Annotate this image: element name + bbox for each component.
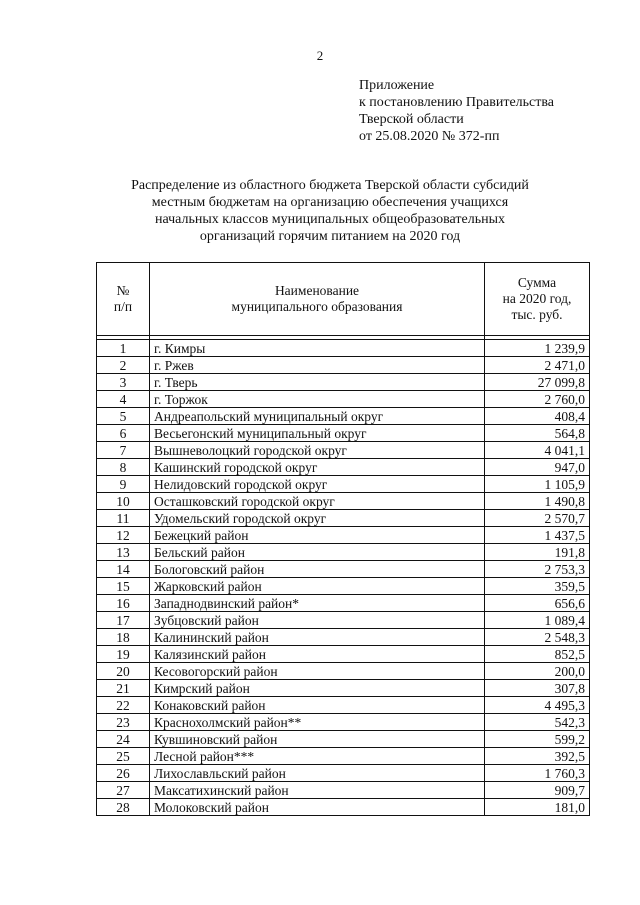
row-amount: 1 105,9 (485, 476, 590, 493)
row-number: 25 (97, 748, 150, 765)
table-row (97, 408, 590, 425)
table-row (97, 442, 590, 459)
row-number: 13 (97, 544, 150, 561)
row-amount: 1 490,8 (485, 493, 590, 510)
header-name-line: муниципального образования (231, 299, 403, 314)
row-amount: 564,8 (485, 425, 590, 442)
row-number: 5 (97, 408, 150, 425)
row-name: Бологовский район (150, 561, 485, 578)
table-row (97, 663, 590, 680)
row-amount: 4 041,1 (485, 442, 590, 459)
table-row (97, 765, 590, 782)
row-amount: 4 495,3 (485, 697, 590, 714)
table-row (97, 391, 590, 408)
row-name: Андреапольский муниципальный округ (150, 408, 485, 425)
header-row (97, 263, 590, 336)
row-amount: 2 471,0 (485, 357, 590, 374)
table-row (97, 527, 590, 544)
row-amount: 542,3 (485, 714, 590, 731)
row-number: 12 (97, 527, 150, 544)
appendix-line: Приложение (359, 78, 435, 93)
row-amount: 2 570,7 (485, 510, 590, 527)
page-number: 2 (316, 48, 324, 63)
row-name: Лихославльский район (150, 765, 485, 782)
row-name: Западнодвинский район* (150, 595, 485, 612)
table-row (97, 714, 590, 731)
table-row (97, 544, 590, 561)
row-number: 16 (97, 595, 150, 612)
row-number: 4 (97, 391, 150, 408)
row-amount: 359,5 (485, 578, 590, 595)
row-number: 8 (97, 459, 150, 476)
row-name: Зубцовский район (150, 612, 485, 629)
header-number-line: п/п (113, 299, 133, 314)
row-number: 28 (97, 799, 150, 816)
row-name: Лесной район*** (150, 748, 485, 765)
row-number: 2 (97, 357, 150, 374)
row-number: 24 (97, 731, 150, 748)
row-number: 9 (97, 476, 150, 493)
row-amount: 408,4 (485, 408, 590, 425)
table-row (97, 425, 590, 442)
header-amount-line: тыс. руб. (511, 307, 563, 322)
row-name: Удомельский городской округ (150, 510, 485, 527)
title-line: начальных классов муниципальных общеобразовательных (154, 212, 506, 227)
row-name: Кимрский район (150, 680, 485, 697)
row-name: Максатихинский район (150, 782, 485, 799)
row-name: Весьегонский муниципальный округ (150, 425, 485, 442)
row-number: 19 (97, 646, 150, 663)
appendix-block (359, 77, 554, 145)
row-amount: 191,8 (485, 544, 590, 561)
row-name: г. Ржев (150, 357, 485, 374)
table-row (97, 493, 590, 510)
header-number-line: № (116, 283, 130, 298)
table-header (97, 263, 590, 340)
row-name: Бежецкий район (150, 527, 485, 544)
row-number: 1 (97, 340, 150, 357)
row-name: г. Тверь (150, 374, 485, 391)
row-number: 7 (97, 442, 150, 459)
header-amount (485, 263, 590, 336)
row-number: 3 (97, 374, 150, 391)
row-amount: 909,7 (485, 782, 590, 799)
table-row (97, 629, 590, 646)
row-name: Кашинский городской округ (150, 459, 485, 476)
row-number: 10 (97, 493, 150, 510)
table-row (97, 510, 590, 527)
row-name: Молоковский район (150, 799, 485, 816)
table-row (97, 782, 590, 799)
table-row (97, 646, 590, 663)
header-name-line: Наименование (274, 283, 360, 298)
row-name: Вышневолоцкий городской округ (150, 442, 485, 459)
row-amount: 2 548,3 (485, 629, 590, 646)
row-number: 23 (97, 714, 150, 731)
title-line: Распределение из областного бюджета Тверской области субсидий (131, 178, 529, 193)
row-name: Кесовогорский район (150, 663, 485, 680)
row-amount: 1 089,4 (485, 612, 590, 629)
row-name: Калязинский район (150, 646, 485, 663)
row-amount: 392,5 (485, 748, 590, 765)
row-number: 18 (97, 629, 150, 646)
header-amount-line: Сумма (517, 275, 557, 290)
title-line: местным бюджетам на организацию обеспечения учащихся (151, 195, 509, 210)
row-name: Нелидовский городской округ (150, 476, 485, 493)
table-row (97, 374, 590, 391)
document-title (110, 177, 550, 245)
row-name: Конаковский район (150, 697, 485, 714)
table-row (97, 697, 590, 714)
row-number: 15 (97, 578, 150, 595)
header-name (150, 263, 485, 336)
row-amount: 1 760,3 (485, 765, 590, 782)
row-name: Осташковский городской округ (150, 493, 485, 510)
table-row (97, 680, 590, 697)
row-number: 20 (97, 663, 150, 680)
row-number: 27 (97, 782, 150, 799)
row-amount: 2 760,0 (485, 391, 590, 408)
row-amount: 181,0 (485, 799, 590, 816)
appendix-line: от 25.08.2020 № 372-пп (359, 129, 500, 144)
row-amount: 307,8 (485, 680, 590, 697)
row-name: Бельский район (150, 544, 485, 561)
table-row (97, 357, 590, 374)
row-amount: 852,5 (485, 646, 590, 663)
row-name: Краснохолмский район** (150, 714, 485, 731)
row-name: Жарковский район (150, 578, 485, 595)
row-number: 22 (97, 697, 150, 714)
row-amount: 1 437,5 (485, 527, 590, 544)
row-amount: 947,0 (485, 459, 590, 476)
appendix-line: к постановлению Правительства (359, 95, 555, 110)
row-number: 26 (97, 765, 150, 782)
table-row (97, 340, 590, 357)
row-name: Калининский район (150, 629, 485, 646)
title-line: организаций горячим питанием на 2020 год (199, 229, 461, 244)
row-number: 21 (97, 680, 150, 697)
row-amount: 27 099,8 (485, 374, 590, 391)
row-amount: 200,0 (485, 663, 590, 680)
row-amount: 599,2 (485, 731, 590, 748)
header-amount-line: на 2020 год, (502, 291, 572, 306)
table-row (97, 578, 590, 595)
row-amount: 1 239,9 (485, 340, 590, 357)
subsidy-table (96, 262, 590, 816)
row-name: г. Кимры (150, 340, 485, 357)
table-row (97, 799, 590, 816)
table-row (97, 459, 590, 476)
row-number: 11 (97, 510, 150, 527)
table-row (97, 748, 590, 765)
row-number: 17 (97, 612, 150, 629)
table-row (97, 595, 590, 612)
appendix-line: Тверской области (359, 112, 464, 127)
table-row (97, 561, 590, 578)
table-row (97, 612, 590, 629)
row-amount: 2 753,3 (485, 561, 590, 578)
row-name: г. Торжок (150, 391, 485, 408)
row-name: Кувшиновский район (150, 731, 485, 748)
row-number: 6 (97, 425, 150, 442)
row-number: 14 (97, 561, 150, 578)
table-body (97, 340, 590, 816)
row-amount: 656,6 (485, 595, 590, 612)
table-row (97, 731, 590, 748)
header-number (97, 263, 150, 336)
table-row (97, 476, 590, 493)
